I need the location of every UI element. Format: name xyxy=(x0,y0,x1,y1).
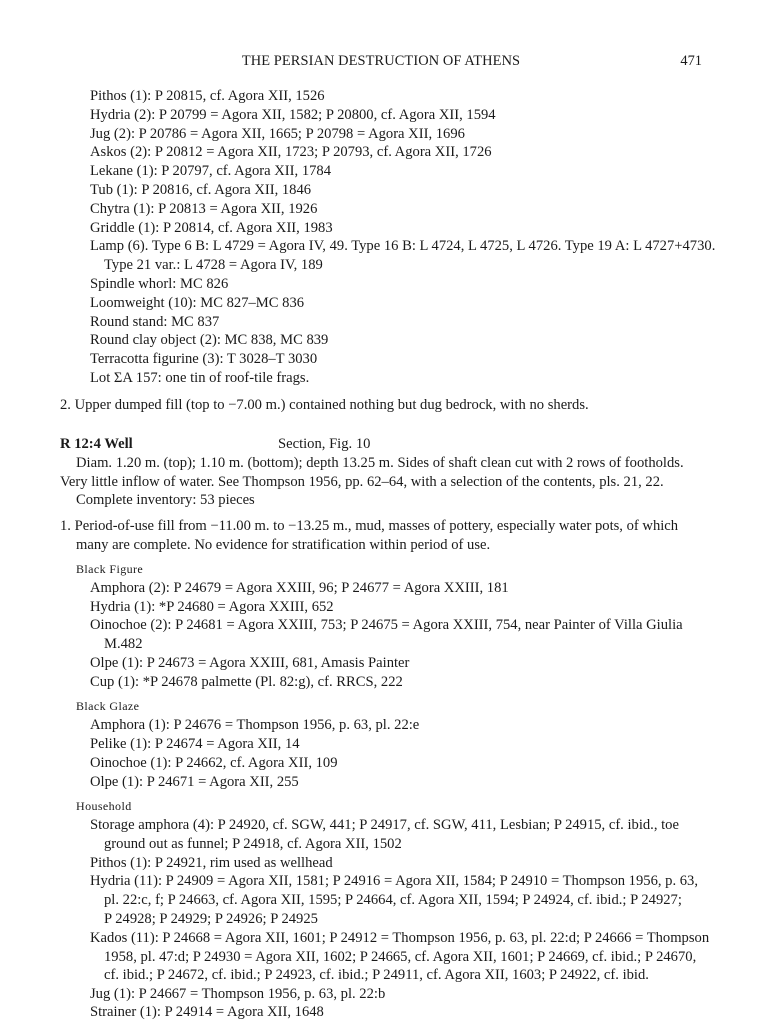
section-heading: Black Figure xyxy=(76,562,144,576)
catalogue-entry: Loomweight (10): MC 827–MC 836 xyxy=(90,295,305,311)
catalogue-entry: Chytra (1): P 20813 = Agora XII, 1926 xyxy=(90,201,318,217)
catalogue-entry-continuation: 1958, pl. 47:d; P 24930 = Agora XII, 1602; P 24665, cf. Agora XII, 1601; P 24669, cf. ibid.; P 24670, xyxy=(104,949,697,965)
deposit-reference: Section, Fig. 10 xyxy=(278,436,371,452)
fill-description: 2. Upper dumped fill (top to −7.00 m.) contained nothing but dug bedrock, with no sherds. xyxy=(60,397,589,413)
catalogue-entry: Oinochoe (2): P 24681 = Agora XXIII, 753; P 24675 = Agora XXIII, 754, near Painter of Villa Giulia xyxy=(90,617,683,633)
catalogue-entry: Round clay object (2): MC 838, MC 839 xyxy=(90,332,329,348)
catalogue-entry: Amphora (1): P 24676 = Thompson 1956, p. 63, pl. 22:e xyxy=(90,717,420,733)
catalogue-entry-continuation: pl. 22:c, f; P 24663, cf. Agora XII, 1595; P 24664, cf. Agora XII, 1594; P 24924, cf. ibid.; P 24927; xyxy=(104,892,682,908)
catalogue-entry-continuation: M.482 xyxy=(104,636,143,652)
deposit-heading: R 12:4 Well xyxy=(60,436,133,452)
catalogue-entry: Cup (1): *P 24678 palmette (Pl. 82:g), cf. RRCS, 222 xyxy=(90,674,403,690)
catalogue-entry: Pelike (1): P 24674 = Agora XII, 14 xyxy=(90,736,300,752)
catalogue-entry: Pithos (1): P 20815, cf. Agora XII, 1526 xyxy=(90,88,325,104)
deposit-description: Diam. 1.20 m. (top); 1.10 m. (bottom); depth 13.25 m. Sides of shaft clean cut with 2 rows of footholds. xyxy=(76,455,684,471)
catalogue-entry: Kados (11): P 24668 = Agora XII, 1601; P 24912 = Thompson 1956, p. 63, pl. 22:d; P 24666 = Thompson xyxy=(90,930,710,946)
catalogue-entry-continuation: Type 21 var.: L 4728 = Agora IV, 189 xyxy=(104,257,323,273)
catalogue-entry: Griddle (1): P 20814, cf. Agora XII, 1983 xyxy=(90,220,333,236)
fill-description-continuation: many are complete. No evidence for stratification within period of use. xyxy=(76,537,491,553)
catalogue-entry: Pithos (1): P 24921, rim used as wellhead xyxy=(90,855,333,871)
catalogue-entry-continuation: cf. ibid.; P 24672, cf. ibid.; P 24923, cf. ibid.; P 24911, cf. Agora XII, 1603; P 24922, cf. ibid. xyxy=(104,967,649,983)
catalogue-entry: Lot ΣΑ 157: one tin of roof-tile frags. xyxy=(90,370,310,386)
catalogue-entry: Askos (2): P 20812 = Agora XII, 1723; P 20793, cf. Agora XII, 1726 xyxy=(90,144,492,160)
catalogue-entry: Hydria (1): *P 24680 = Agora XXIII, 652 xyxy=(90,599,334,615)
running-title: THE PERSIAN DESTRUCTION OF ATHENS xyxy=(241,53,521,69)
catalogue-entry: Tub (1): P 20816, cf. Agora XII, 1846 xyxy=(90,182,312,198)
fill-description: 1. Period-of-use fill from −11.00 m. to −13.25 m., mud, masses of pottery, especially water pots, of which xyxy=(60,518,679,534)
catalogue-entry: Jug (1): P 24667 = Thompson 1956, p. 63, pl. 22:b xyxy=(90,986,386,1002)
section-heading: Black Glaze xyxy=(76,699,140,713)
catalogue-entry: Olpe (1): P 24673 = Agora XXIII, 681, Amasis Painter xyxy=(90,655,410,671)
catalogue-entry-continuation: ground out as funnel; P 24918, cf. Agora XII, 1502 xyxy=(104,836,402,852)
catalogue-entry-continuation: P 24928; P 24929; P 24926; P 24925 xyxy=(104,911,318,927)
catalogue-entry: Strainer (1): P 24914 = Agora XII, 1648 xyxy=(90,1004,324,1020)
running-header xyxy=(60,53,702,73)
catalogue-entry: Oinochoe (1): P 24662, cf. Agora XII, 109 xyxy=(90,755,338,771)
catalogue-entry: Amphora (2): P 24679 = Agora XXIII, 96; P 24677 = Agora XXIII, 181 xyxy=(90,580,509,596)
catalogue-entry: Terracotta figurine (3): T 3028–T 3030 xyxy=(90,351,318,367)
catalogue-entry: Lamp (6). Type 6 B: L 4729 = Agora IV, 49. Type 16 B: L 4724, L 4725, L 4726. Type 19 A: L 4727+4730. xyxy=(90,238,716,254)
deposit-inventory: Complete inventory: 53 pieces xyxy=(76,492,255,508)
catalogue-entry: Hydria (11): P 24909 = Agora XII, 1581; P 24916 = Agora XII, 1584; P 24910 = Thompson 1956, p. 63, xyxy=(90,873,699,889)
catalogue-entry: Lekane (1): P 20797, cf. Agora XII, 1784 xyxy=(90,163,332,179)
section-heading: Household xyxy=(76,799,132,813)
catalogue-entry: Storage amphora (4): P 24920, cf. SGW, 441; P 24917, cf. SGW, 411, Lesbian; P 24915, cf. ibid., toe xyxy=(90,817,679,833)
catalogue-entry: Jug (2): P 20786 = Agora XII, 1665; P 20798 = Agora XII, 1696 xyxy=(90,126,465,142)
catalogue-entry: Olpe (1): P 24671 = Agora XII, 255 xyxy=(90,774,299,790)
deposit-description: Very little inflow of water. See Thompson 1956, pp. 62–64, with a selection of the contents, pls. 21, 22. xyxy=(60,474,664,490)
catalogue-entry: Hydria (2): P 20799 = Agora XII, 1582; P 20800, cf. Agora XII, 1594 xyxy=(90,107,496,123)
catalogue-entry: Spindle whorl: MC 826 xyxy=(90,276,229,292)
catalogue-entry: Round stand: MC 837 xyxy=(90,314,220,330)
page-number: 471 xyxy=(680,53,702,69)
